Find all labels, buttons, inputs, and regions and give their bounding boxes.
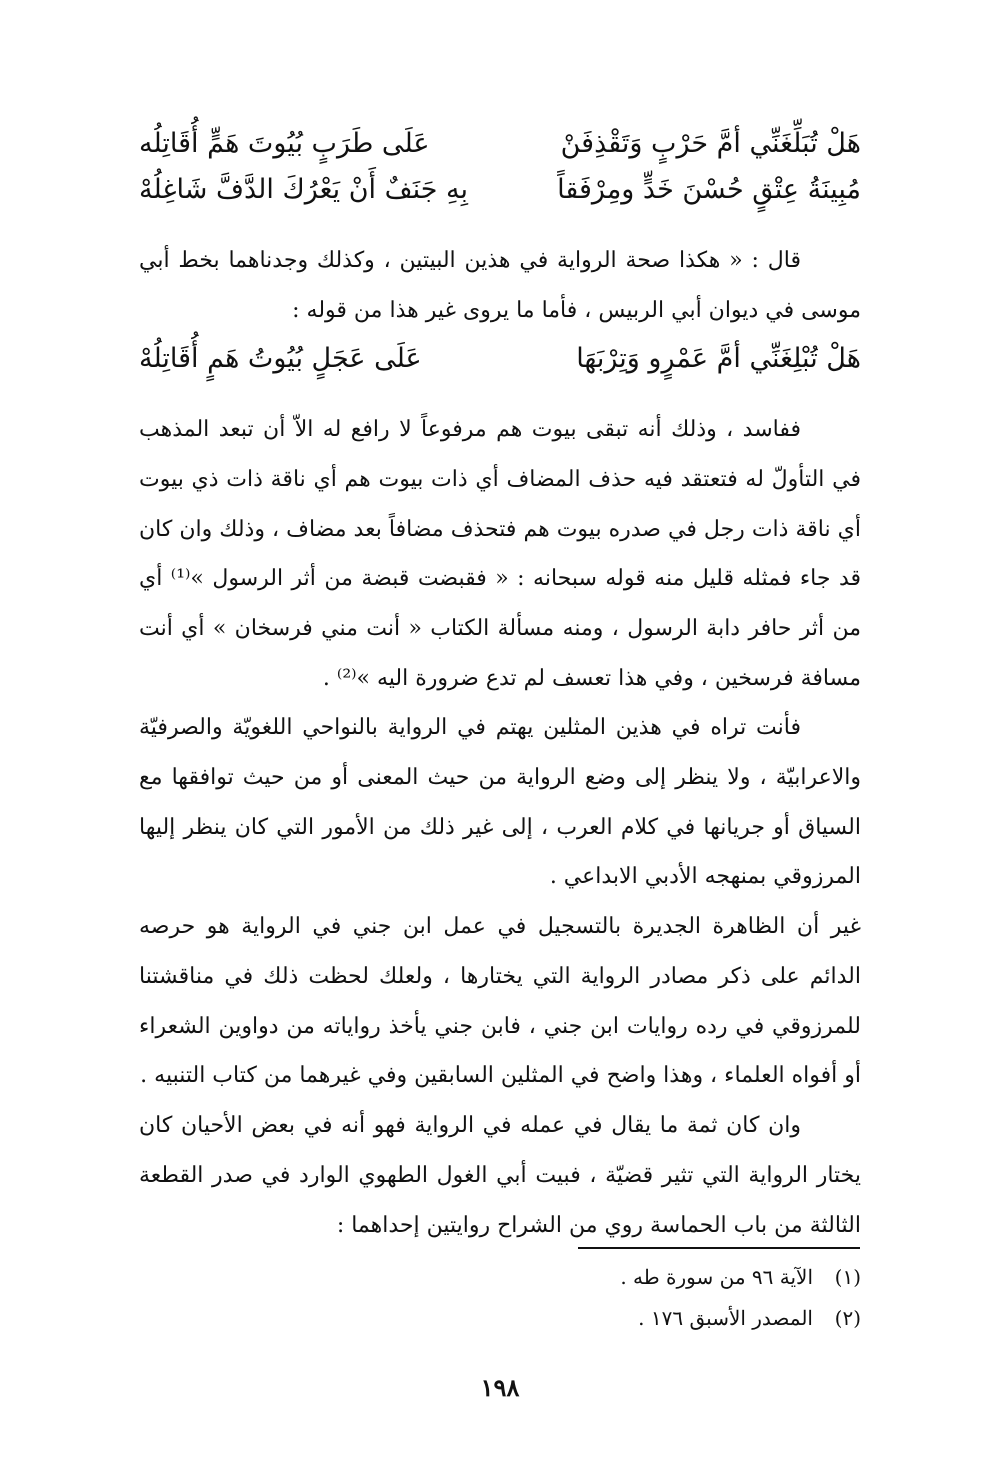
- footnote-1-text: الآية ٩٦ من سورة طه .: [620, 1265, 813, 1289]
- footnote-2-number: (٢): [834, 1306, 861, 1330]
- verse-1-first-hemistich: هَلْ تُبَلِّغَنِّي أمَّ حَرْبٍ وَتَقْذِفَنْ: [560, 127, 861, 159]
- footnote-2-text: المصدر الأسبق ١٧٦ .: [638, 1306, 813, 1330]
- verse-3-second-hemistich: عَلَى عَجَلٍ بُيُوتُ هَمٍ أُقَاتِلُهْ: [139, 342, 422, 374]
- footnote-1-number: (١): [834, 1265, 861, 1289]
- paragraph-sources: غير أن الظاهرة الجديرة بالتسجيل في عمل ابن جني في الرواية هو حرصه الدائم على ذكر مصادر الرواية التي يختارها ، ولعلك لحظت ذلك في مناقشتنا للمرزوقي في رده روايات ابن جني ، فابن جني يأخذ رواياته من دواوين الشعراء أو أفواه العلماء ، وهذا واضح في المثلين السابقين وفي غيرهما من كتاب التنبيه .: [139, 914, 861, 1089]
- paragraph-grammar-analysis: ففاسد ، وذلك أنه تبقى بيوت هم مرفوعاً لا رافع له الاّ أن تبعد المذهب في التأولّ له فتعتقد فيه حذف المضاف أي ذات بيوت هم أي ناقة ذات ذي بيوت أي ناقة ذات رجل في صدره بيوت هم فتحذف مضافاً بعد مضاف ، وذلك وان كان قد جاء فمثله قليل منه قوله سبحانه : « فقبضت قبضة من أثر الرسول »⁽¹⁾ أي من أثر حافر دابة الرسول ، ومنه مسألة الكتاب « أنت مني فرسخان » أي أنت مسافة فرسخين ، وفي هذا تعسف لم تدع ضرورة اليه »⁽²⁾ .: [139, 417, 862, 691]
- verse-line-1: [139, 120, 861, 166]
- verse-line-2: [139, 166, 861, 212]
- footnote-1: [139, 1262, 861, 1292]
- page-number: ١٩٨: [480, 1373, 520, 1402]
- verse-2-first-hemistich: مُبِينَةُ عِتْقٍ حُسْنَ خَدٍّ ومِرْفَقاً: [557, 173, 861, 205]
- verse-line-3: [139, 335, 861, 381]
- verse-1-second-hemistich: عَلَى طَرَبٍ بُيُوتَ هَمٍّ أُقَاتِلُه: [139, 127, 430, 159]
- footnote-separator: [578, 1247, 860, 1249]
- verse-3-first-hemistich: هَلْ تُبْلِغَنِّي أمَّ عَمْرٍو وَتِرْبَهَا: [576, 342, 861, 374]
- paragraph-controversial-narration: وان كان ثمة ما يقال في عمله في الرواية فهو أنه في بعض الأحيان كان يختار الرواية التي تثير قضيّة ، فبيت أبي الغول الطهوي الوارد في صدر القطعة الثالثة من باب الحماسة روي من الشراح روايتين إحداهما :: [139, 1113, 861, 1238]
- verse-2-second-hemistich: بِهِ جَنَفٌ أَنْ يَعْرُكَ الدَّفَّ شَاغِلُهْ: [139, 173, 468, 205]
- paragraph-linguistic-aspects: فأنت تراه في هذين المثلين يهتم في الرواية بالنواحي اللغويّة والصرفيّة والاعرابيّة ، ولا ينظر إلى وضع الرواية من حيث المعنى أو من حيث توافقها مع السياق أو جريانها في كلام العرب ، إلى غير ذلك من الأمور التي كان ينظر إليها المرزوقي بمنهجه الأدبي الابداعي .: [139, 715, 861, 890]
- paragraph-quote-intro: قال : « هكذا صحة الرواية في هذين البيتين ، وكذلك وجدناهما بخط أبي موسى في ديوان أبي الربيس ، فأما ما يروى غير هذا من قوله :: [139, 248, 861, 323]
- footnote-2: [139, 1303, 861, 1333]
